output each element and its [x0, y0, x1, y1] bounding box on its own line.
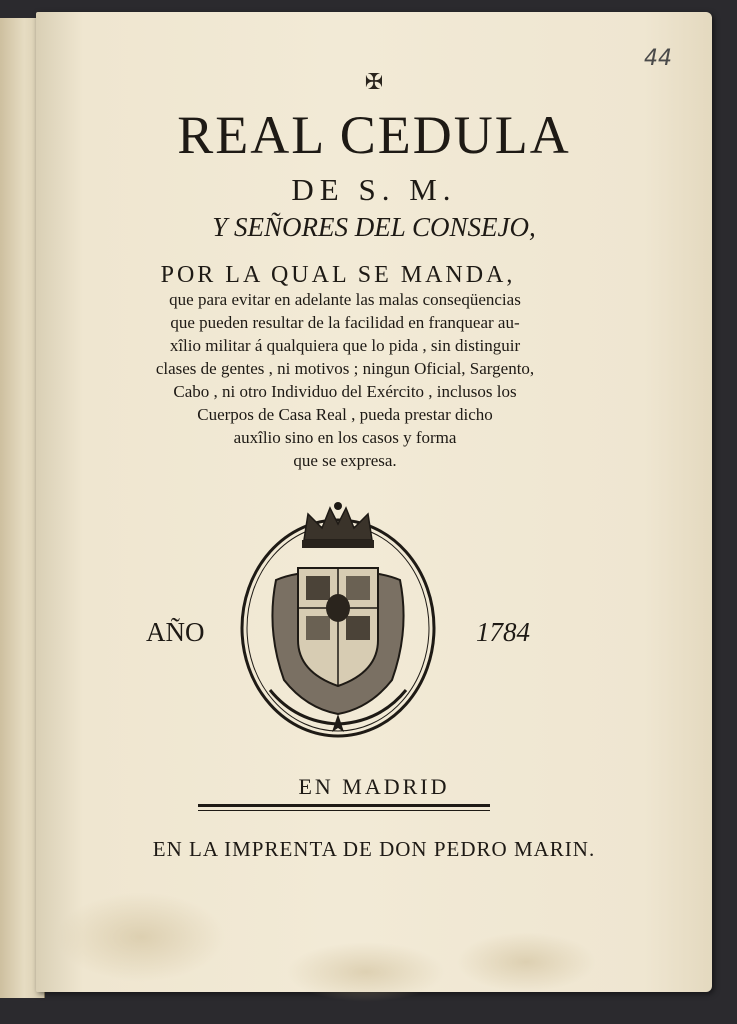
document-page: [36, 12, 712, 992]
imprint-city: EN MADRID: [298, 774, 450, 799]
paper-stain: [56, 892, 226, 982]
imprint-printer: EN LA IMPRENTA DE DON PEDRO MARIN.: [152, 837, 596, 861]
paper-stain: [286, 942, 446, 1002]
body-line: Cuerpos de Casa Real , pueda prestar dicho: [197, 405, 493, 424]
body-line: que para evitar en adelante las malas conseqüencias: [169, 290, 521, 309]
body-line: que pueden resultar de la facilidad en franquear au-: [170, 313, 520, 332]
body-line: que se expresa.: [293, 451, 397, 470]
year-label: AÑO: [146, 617, 205, 647]
year-value: 1784: [476, 617, 530, 647]
body-line: Cabo , ni otro Individuo del Exército , inclusos los: [173, 382, 517, 401]
body-line: auxîlio sino en los casos y forma: [233, 428, 457, 447]
cross-ornament: ✠: [364, 70, 384, 95]
folio-number: 44: [644, 46, 672, 71]
decree-heading: POR LA QUAL SE MANDA,: [160, 262, 516, 288]
divider-rule-thin: [198, 810, 490, 811]
document-title: REAL CEDULA: [177, 105, 571, 165]
divider-rule: [198, 804, 490, 807]
body-line: xîlio militar á qualquiera que lo pida , sin distinguir: [169, 336, 521, 355]
body-line: clases de gentes , ni motivos ; ningun Oficial, Sargento,: [155, 359, 535, 378]
document-subtitle-council: Y SEÑORES DEL CONSEJO,: [212, 212, 536, 242]
royal-coat-of-arms-icon: [236, 500, 440, 740]
decree-body: [102, 288, 588, 472]
document-subtitle: DE S. M.: [291, 172, 457, 207]
paper-stain: [456, 932, 596, 992]
